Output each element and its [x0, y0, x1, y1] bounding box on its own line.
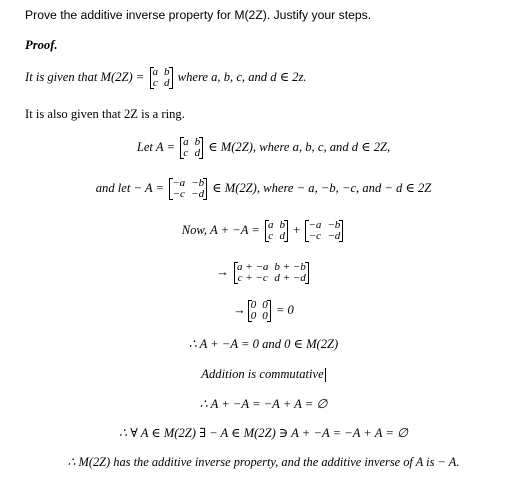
- let-a-prefix: Let A =: [136, 139, 179, 154]
- matrix-sum: [234, 262, 309, 284]
- now-prefix: Now, A + −A =: [181, 222, 263, 237]
- therefore-commute-line: ∴ A + −A = −A + A = ∅: [199, 397, 328, 411]
- matrix-cell: d: [279, 230, 285, 242]
- matrix-a: [265, 220, 288, 242]
- let-neg-a-line: [0, 178, 527, 200]
- matrix-cell: −a: [172, 177, 186, 189]
- matrix-cell: a: [267, 219, 274, 231]
- given-ring-line: It is also given that 2Z is a ring.: [25, 107, 185, 121]
- matrix-neg-a: [169, 178, 207, 200]
- arrow-symbol: →: [216, 264, 233, 279]
- step-sum-line: [0, 262, 527, 284]
- problem-heading: Prove the additive inverse property for M(2Z). Justify your steps.: [25, 8, 372, 22]
- matrix-cell: −d: [191, 188, 205, 200]
- conclusion-line: ∴ M(2Z) has the additive inverse property, and the additive inverse of A is − A.: [67, 455, 460, 469]
- zero-matrix: [248, 300, 271, 322]
- matrix-cell: d: [164, 77, 170, 89]
- matrix-cell: 0: [250, 299, 257, 311]
- given-matrix: [150, 67, 173, 89]
- matrix-cell: b + −b: [274, 261, 306, 273]
- text-cursor: [325, 368, 326, 382]
- proof-label: Proof.: [25, 38, 58, 52]
- matrix-cell: b: [279, 219, 285, 231]
- matrix-cell: c: [152, 77, 158, 89]
- commutative-line: [0, 366, 527, 382]
- therefore-closure-line: ∴ A + −A = 0 and 0 ∈ M(2Z): [188, 337, 339, 351]
- matrix-cell: −c: [308, 230, 322, 242]
- matrix-cell: b: [164, 66, 170, 78]
- matrix-cell: 0: [262, 310, 268, 322]
- matrix-cell: −b: [327, 219, 341, 231]
- given-m2z-line: [25, 67, 307, 89]
- let-a-suffix: ∈ M(2Z), where a, b, c, and d ∈ 2Z,: [205, 139, 391, 154]
- matrix-cell: a + −a: [237, 261, 269, 273]
- matrix-cell: −b: [191, 177, 205, 189]
- matrix-cell: 0: [250, 310, 257, 322]
- arrow-symbol: →: [233, 302, 246, 317]
- matrix-cell: 0: [262, 299, 268, 311]
- let-neg-a-suffix: ∈ M(2Z), where − a, −b, −c, and − d ∈ 2Z: [209, 180, 432, 195]
- matrix-cell: d + −d: [274, 272, 306, 284]
- matrix-cell: b: [194, 136, 201, 148]
- matrix-cell: c: [183, 147, 189, 159]
- matrix-cell: c: [268, 230, 274, 242]
- commutative-text: Addition is commutative: [201, 367, 324, 381]
- matrix-a: [180, 137, 203, 159]
- given-prefix: It is given that M(2Z) =: [25, 69, 148, 84]
- matrix-cell: −d: [327, 230, 341, 242]
- plus-sign: +: [289, 222, 304, 237]
- matrix-neg-a: [305, 220, 343, 242]
- matrix-cell: c + −c: [237, 272, 268, 284]
- matrix-cell: a: [183, 136, 189, 148]
- matrix-cell: −c: [172, 188, 185, 200]
- matrix-cell: −a: [308, 219, 322, 231]
- equals-zero: = 0: [272, 302, 294, 317]
- forall-line: ∴ ∀ A ∈ M(2Z) ∃ − A ∈ M(2Z) ∋ A + −A = −A + A = ∅: [119, 426, 408, 440]
- step-zero-line: [0, 300, 527, 322]
- now-sum-line: [0, 220, 527, 242]
- matrix-cell: d: [194, 147, 201, 159]
- matrix-cell: a: [152, 66, 159, 78]
- let-neg-a-prefix: and let − A =: [95, 180, 168, 195]
- let-a-line: [0, 137, 527, 159]
- given-suffix: where a, b, c, and d ∈ 2z.: [174, 69, 307, 84]
